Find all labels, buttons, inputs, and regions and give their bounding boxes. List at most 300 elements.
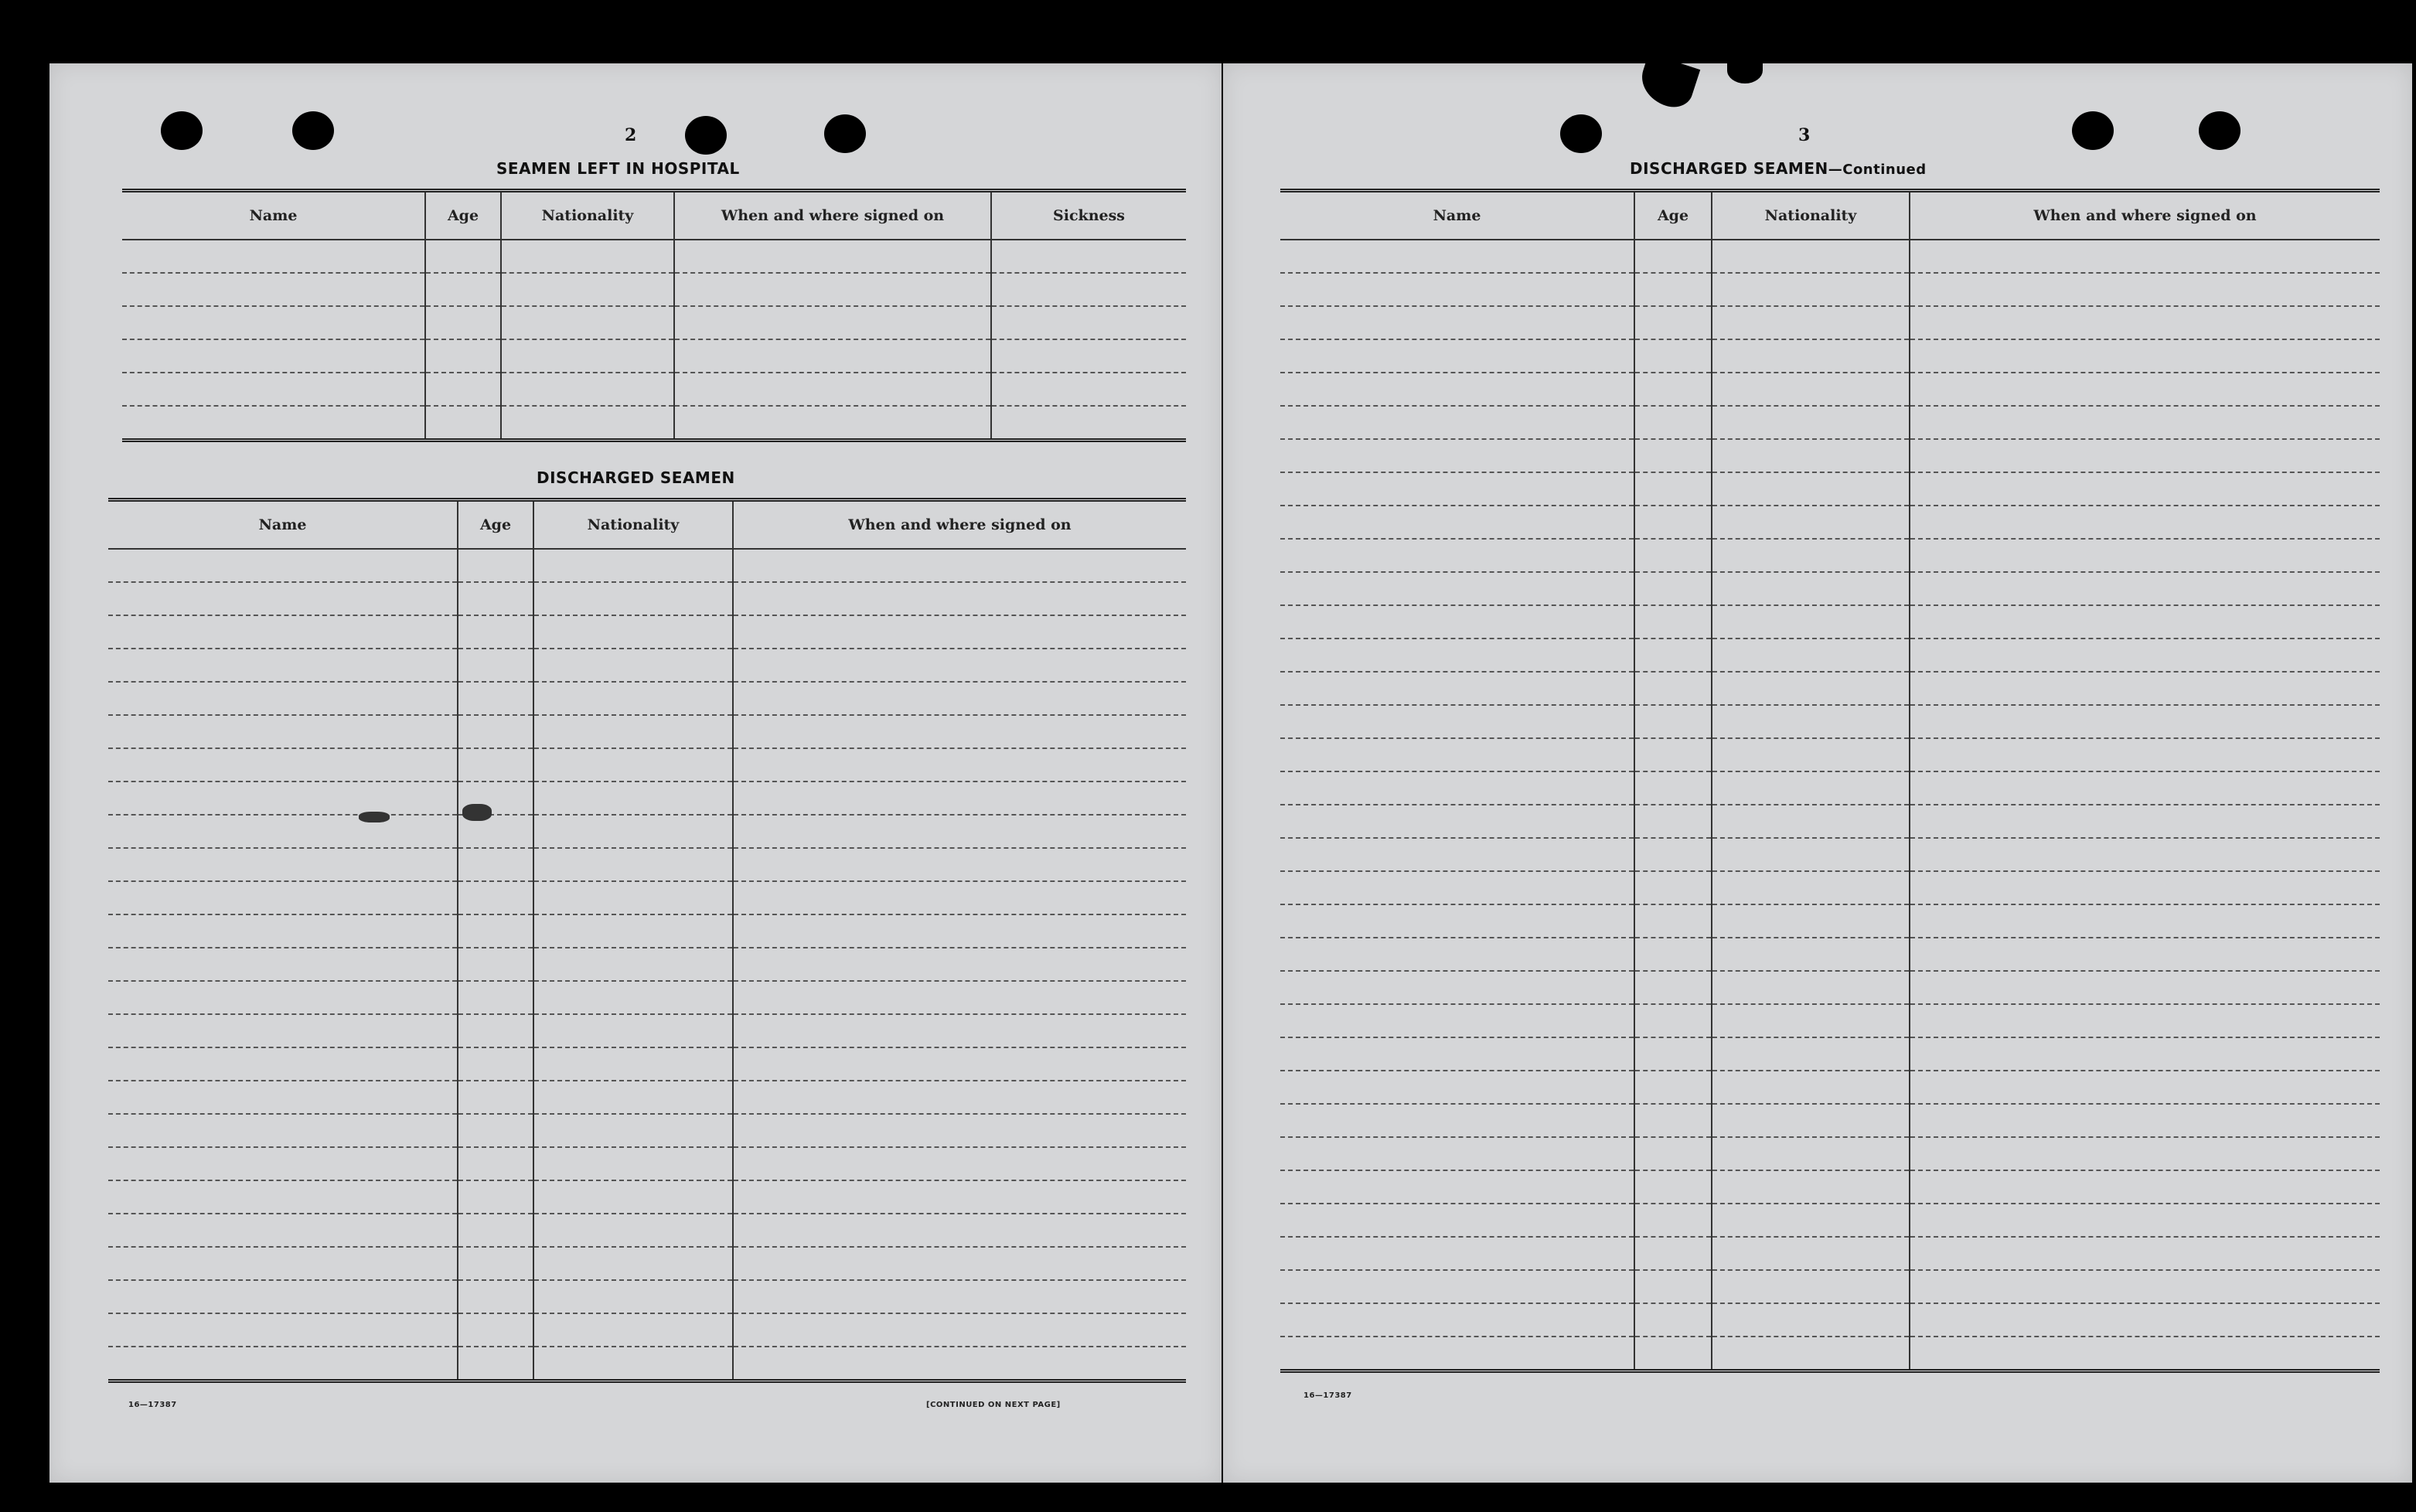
- blank-cell: [1634, 1004, 1712, 1037]
- blank-cell: [425, 240, 501, 273]
- blank-cell: [108, 1280, 458, 1313]
- blank-cell: [1280, 838, 1634, 871]
- blank-cell: [1910, 1204, 2380, 1237]
- table-row: [1280, 1037, 2380, 1071]
- blank-cell: [733, 549, 1186, 582]
- blank-cell: [458, 1280, 533, 1313]
- blank-cell: [458, 1180, 533, 1214]
- blank-cell: [1910, 539, 2380, 572]
- blank-cell: [425, 339, 501, 373]
- blank-cell: [1634, 1337, 1712, 1371]
- ink-smudge: [462, 804, 492, 821]
- blank-cell: [458, 715, 533, 748]
- blank-cell: [108, 1081, 458, 1114]
- blank-cell: [458, 649, 533, 682]
- blank-cell: [674, 406, 991, 441]
- blank-cell: [108, 748, 458, 782]
- blank-cell: [1280, 771, 1634, 805]
- blank-cell: [991, 273, 1186, 306]
- blank-cell: [458, 615, 533, 649]
- punch-hole: [161, 111, 203, 150]
- table-row: [1280, 1204, 2380, 1237]
- blank-cell: [1712, 1204, 1910, 1237]
- blank-cell: [533, 1214, 733, 1247]
- blank-cell: [1280, 605, 1634, 639]
- blank-cell: [458, 1313, 533, 1347]
- blank-cell: [1634, 539, 1712, 572]
- table-row: [108, 1280, 1186, 1313]
- table-row: [1280, 406, 2380, 439]
- blank-cell: [108, 848, 458, 881]
- blank-cell: [1634, 1137, 1712, 1170]
- blank-cell: [1280, 240, 1634, 273]
- blank-cell: [1712, 373, 1910, 406]
- blank-cell: [1634, 339, 1712, 373]
- table-row: [108, 1347, 1186, 1381]
- blank-cell: [733, 1047, 1186, 1081]
- blank-cell: [1280, 805, 1634, 838]
- blank-cell: [1712, 639, 1910, 672]
- blank-cell: [1280, 1337, 1634, 1371]
- table-row: [1280, 373, 2380, 406]
- blank-cell: [1910, 472, 2380, 506]
- blank-cell: [1910, 904, 2380, 938]
- blank-cell: [733, 748, 1186, 782]
- blank-cell: [1634, 273, 1712, 306]
- table-row: [1280, 738, 2380, 771]
- punch-hole: [2199, 111, 2241, 150]
- table-row: [108, 1214, 1186, 1247]
- column-header: Sickness: [991, 191, 1186, 240]
- table-row: [108, 748, 1186, 782]
- blank-cell: [1634, 439, 1712, 472]
- blank-cell: [991, 306, 1186, 339]
- blank-cell: [122, 373, 425, 406]
- blank-cell: [1910, 240, 2380, 273]
- blank-cell: [1910, 971, 2380, 1004]
- blank-cell: [1280, 539, 1634, 572]
- blank-cell: [533, 1280, 733, 1313]
- table-row: [108, 1147, 1186, 1180]
- blank-cell: [674, 306, 991, 339]
- blank-cell: [458, 1081, 533, 1114]
- blank-cell: [1634, 738, 1712, 771]
- blank-cell: [533, 615, 733, 649]
- blank-cell: [458, 1114, 533, 1147]
- blank-cell: [533, 715, 733, 748]
- blank-cell: [1712, 1037, 1910, 1071]
- paper-tear: [1635, 53, 1700, 113]
- blank-cell: [533, 914, 733, 948]
- table-row: [1280, 639, 2380, 672]
- table-row: [108, 1114, 1186, 1147]
- punch-hole: [2072, 111, 2114, 150]
- punch-hole: [292, 111, 334, 150]
- blank-cell: [533, 1114, 733, 1147]
- blank-cell: [458, 914, 533, 948]
- blank-cell: [1910, 705, 2380, 738]
- table-row: [1280, 605, 2380, 639]
- table-row: [1280, 339, 2380, 373]
- blank-cell: [1910, 339, 2380, 373]
- ink-smudge: [359, 812, 390, 822]
- column-header: Age: [425, 191, 501, 240]
- blank-cell: [1712, 971, 1910, 1004]
- blank-cell: [674, 373, 991, 406]
- left-page: [49, 63, 1222, 1483]
- blank-cell: [501, 273, 674, 306]
- blank-cell: [733, 1247, 1186, 1280]
- table-header-row: [122, 191, 1186, 240]
- blank-cell: [108, 549, 458, 582]
- blank-cell: [1634, 871, 1712, 904]
- blank-cell: [108, 1214, 458, 1247]
- blank-cell: [1910, 639, 2380, 672]
- blank-cell: [108, 881, 458, 914]
- table-header-row: [108, 500, 1186, 550]
- blank-cell: [733, 1347, 1186, 1381]
- blank-cell: [533, 981, 733, 1014]
- blank-cell: [1712, 1337, 1910, 1371]
- table-row: [108, 649, 1186, 682]
- blank-cell: [1910, 938, 2380, 971]
- blank-cell: [674, 273, 991, 306]
- punch-hole: [824, 114, 866, 153]
- blank-cell: [733, 815, 1186, 848]
- hospital-section-title: SEAMEN LEFT IN HOSPITAL: [496, 159, 740, 178]
- blank-cell: [533, 1014, 733, 1047]
- blank-cell: [533, 1147, 733, 1180]
- blank-cell: [1712, 439, 1910, 472]
- table-row: [108, 682, 1186, 715]
- blank-cell: [108, 1114, 458, 1147]
- table-row: [1280, 971, 2380, 1004]
- blank-cell: [1910, 1170, 2380, 1204]
- blank-cell: [533, 649, 733, 682]
- blank-cell: [1634, 1170, 1712, 1204]
- table-row: [1280, 1237, 2380, 1270]
- blank-cell: [425, 406, 501, 441]
- blank-cell: [1712, 240, 1910, 273]
- discharged-continued-table: [1280, 189, 2380, 1373]
- blank-cell: [1910, 771, 2380, 805]
- blank-cell: [1712, 1170, 1910, 1204]
- blank-cell: [1280, 406, 1634, 439]
- blank-cell: [1280, 506, 1634, 539]
- blank-cell: [1712, 938, 1910, 971]
- table-row: [122, 339, 1186, 373]
- table-row: [108, 981, 1186, 1014]
- blank-cell: [122, 306, 425, 339]
- blank-cell: [1280, 472, 1634, 506]
- blank-cell: [122, 273, 425, 306]
- blank-cell: [1280, 1170, 1634, 1204]
- discharged-continued-title: [1630, 159, 1927, 178]
- form-number: 16—17387: [128, 1401, 177, 1409]
- blank-cell: [1712, 306, 1910, 339]
- blank-cell: [1712, 838, 1910, 871]
- blank-cell: [1634, 1237, 1712, 1270]
- blank-cell: [533, 1047, 733, 1081]
- blank-cell: [1634, 572, 1712, 605]
- blank-cell: [1910, 605, 2380, 639]
- blank-cell: [1280, 339, 1634, 373]
- blank-cell: [1634, 904, 1712, 938]
- blank-cell: [533, 881, 733, 914]
- blank-cell: [1634, 240, 1712, 273]
- table-row: [1280, 1303, 2380, 1337]
- blank-cell: [1910, 1270, 2380, 1303]
- blank-cell: [1634, 605, 1712, 639]
- blank-cell: [1280, 1104, 1634, 1137]
- blank-cell: [1634, 838, 1712, 871]
- table-row: [108, 582, 1186, 615]
- blank-cell: [501, 240, 674, 273]
- blank-cell: [1280, 572, 1634, 605]
- blank-cell: [1910, 406, 2380, 439]
- column-header: When and where signed on: [1910, 191, 2380, 240]
- table-row: [1280, 1337, 2380, 1371]
- page-number: 3: [1798, 125, 1811, 145]
- blank-cell: [533, 1347, 733, 1381]
- blank-cell: [1712, 705, 1910, 738]
- blank-cell: [533, 549, 733, 582]
- table-row: [108, 1081, 1186, 1114]
- blank-cell: [733, 981, 1186, 1014]
- punch-hole: [1560, 114, 1602, 153]
- blank-cell: [1712, 672, 1910, 705]
- table-row: [1280, 273, 2380, 306]
- blank-cell: [501, 339, 674, 373]
- table-row: [1280, 1137, 2380, 1170]
- blank-cell: [991, 406, 1186, 441]
- table-header-row: [1280, 191, 2380, 240]
- blank-cell: [501, 306, 674, 339]
- discharged-section-title: DISCHARGED SEAMEN: [537, 468, 735, 487]
- blank-cell: [733, 1147, 1186, 1180]
- blank-cell: [1280, 1004, 1634, 1037]
- blank-cell: [733, 682, 1186, 715]
- blank-cell: [1280, 1204, 1634, 1237]
- blank-cell: [1634, 672, 1712, 705]
- blank-cell: [1712, 871, 1910, 904]
- blank-cell: [1634, 938, 1712, 971]
- table-row: [1280, 1071, 2380, 1104]
- blank-cell: [1280, 639, 1634, 672]
- blank-cell: [1712, 1237, 1910, 1270]
- blank-cell: [458, 748, 533, 782]
- blank-cell: [1712, 738, 1910, 771]
- table-row: [108, 549, 1186, 582]
- column-header: Age: [458, 500, 533, 550]
- table-row: [108, 1247, 1186, 1280]
- blank-cell: [1712, 1303, 1910, 1337]
- blank-cell: [533, 948, 733, 981]
- blank-cell: [533, 782, 733, 815]
- blank-cell: [533, 1247, 733, 1280]
- blank-cell: [1712, 1071, 1910, 1104]
- blank-cell: [733, 948, 1186, 981]
- blank-cell: [108, 914, 458, 948]
- form-number: 16—17387: [1303, 1391, 1352, 1400]
- blank-cell: [733, 1280, 1186, 1313]
- blank-cell: [733, 1180, 1186, 1214]
- blank-cell: [108, 1313, 458, 1347]
- blank-cell: [108, 615, 458, 649]
- blank-cell: [1910, 871, 2380, 904]
- blank-cell: [1910, 738, 2380, 771]
- blank-cell: [458, 948, 533, 981]
- blank-cell: [458, 1047, 533, 1081]
- blank-cell: [1910, 306, 2380, 339]
- discharged-table: [108, 498, 1186, 1383]
- paper-tear: [1727, 57, 1763, 83]
- blank-cell: [1712, 506, 1910, 539]
- table-row: [1280, 306, 2380, 339]
- blank-cell: [458, 881, 533, 914]
- blank-cell: [1910, 1037, 2380, 1071]
- table-row: [108, 615, 1186, 649]
- table-row: [1280, 838, 2380, 871]
- table-row: [108, 881, 1186, 914]
- blank-cell: [1712, 805, 1910, 838]
- blank-cell: [108, 1347, 458, 1381]
- table-row: [1280, 771, 2380, 805]
- column-header: Name: [122, 191, 425, 240]
- blank-cell: [108, 1147, 458, 1180]
- blank-cell: [1910, 1237, 2380, 1270]
- blank-cell: [1910, 506, 2380, 539]
- blank-cell: [674, 240, 991, 273]
- blank-cell: [1280, 871, 1634, 904]
- blank-cell: [1634, 406, 1712, 439]
- table-row: [1280, 572, 2380, 605]
- blank-cell: [1910, 672, 2380, 705]
- blank-cell: [1910, 1337, 2380, 1371]
- blank-cell: [1712, 539, 1910, 572]
- blank-cell: [108, 815, 458, 848]
- blank-cell: [501, 373, 674, 406]
- blank-cell: [1712, 1004, 1910, 1037]
- blank-cell: [991, 339, 1186, 373]
- blank-cell: [1712, 472, 1910, 506]
- blank-cell: [1634, 1303, 1712, 1337]
- blank-cell: [1712, 273, 1910, 306]
- blank-cell: [733, 649, 1186, 682]
- blank-cell: [733, 582, 1186, 615]
- table-row: [108, 782, 1186, 815]
- blank-cell: [425, 306, 501, 339]
- table-row: [108, 715, 1186, 748]
- blank-cell: [733, 715, 1186, 748]
- blank-cell: [108, 715, 458, 748]
- table-row: [122, 373, 1186, 406]
- column-header: Name: [1280, 191, 1634, 240]
- table-row: [108, 848, 1186, 881]
- blank-cell: [1280, 373, 1634, 406]
- table-row: [1280, 904, 2380, 938]
- column-header: Age: [1634, 191, 1712, 240]
- blank-cell: [1634, 705, 1712, 738]
- table-row: [1280, 539, 2380, 572]
- blank-cell: [1280, 1270, 1634, 1303]
- blank-cell: [122, 240, 425, 273]
- blank-cell: [458, 1347, 533, 1381]
- table-row: [1280, 871, 2380, 904]
- blank-cell: [1634, 1104, 1712, 1137]
- blank-cell: [1634, 1270, 1712, 1303]
- table-row: [108, 1313, 1186, 1347]
- blank-cell: [674, 339, 991, 373]
- blank-cell: [1910, 1137, 2380, 1170]
- column-header: Nationality: [1712, 191, 1910, 240]
- blank-cell: [733, 1214, 1186, 1247]
- right-page: [1223, 63, 2412, 1483]
- blank-cell: [533, 1081, 733, 1114]
- blank-cell: [533, 848, 733, 881]
- blank-cell: [1634, 1204, 1712, 1237]
- table-row: [1280, 938, 2380, 971]
- blank-cell: [1280, 1071, 1634, 1104]
- blank-cell: [425, 273, 501, 306]
- table-row: [1280, 1004, 2380, 1037]
- table-row: [1280, 705, 2380, 738]
- blank-cell: [1634, 1071, 1712, 1104]
- blank-cell: [533, 748, 733, 782]
- table-row: [108, 815, 1186, 848]
- blank-cell: [1634, 306, 1712, 339]
- table-row: [1280, 805, 2380, 838]
- blank-cell: [1712, 572, 1910, 605]
- blank-cell: [458, 1147, 533, 1180]
- blank-cell: [1634, 639, 1712, 672]
- blank-cell: [108, 1047, 458, 1081]
- blank-cell: [458, 549, 533, 582]
- table-row: [1280, 1104, 2380, 1137]
- blank-cell: [425, 373, 501, 406]
- blank-cell: [458, 682, 533, 715]
- table-row: [1280, 672, 2380, 705]
- blank-cell: [458, 1247, 533, 1280]
- blank-cell: [1712, 1137, 1910, 1170]
- blank-cell: [1910, 1303, 2380, 1337]
- table-row: [1280, 506, 2380, 539]
- blank-cell: [1280, 971, 1634, 1004]
- blank-cell: [1712, 904, 1910, 938]
- blank-cell: [1280, 938, 1634, 971]
- blank-cell: [533, 682, 733, 715]
- blank-cell: [1280, 1037, 1634, 1071]
- blank-cell: [1634, 771, 1712, 805]
- blank-cell: [458, 582, 533, 615]
- blank-cell: [1280, 1237, 1634, 1270]
- table-row: [1280, 240, 2380, 273]
- blank-cell: [1712, 1104, 1910, 1137]
- continued-note: [CONTINUED ON NEXT PAGE]: [926, 1401, 1061, 1409]
- blank-cell: [122, 406, 425, 441]
- blank-cell: [1280, 672, 1634, 705]
- blank-cell: [1280, 904, 1634, 938]
- blank-cell: [533, 582, 733, 615]
- blank-cell: [733, 615, 1186, 649]
- blank-cell: [733, 1313, 1186, 1347]
- blank-cell: [1634, 373, 1712, 406]
- blank-cell: [108, 1014, 458, 1047]
- blank-cell: [1280, 306, 1634, 339]
- column-header: Name: [108, 500, 458, 550]
- title-main: DISCHARGED SEAMEN: [1630, 159, 1828, 178]
- blank-cell: [991, 373, 1186, 406]
